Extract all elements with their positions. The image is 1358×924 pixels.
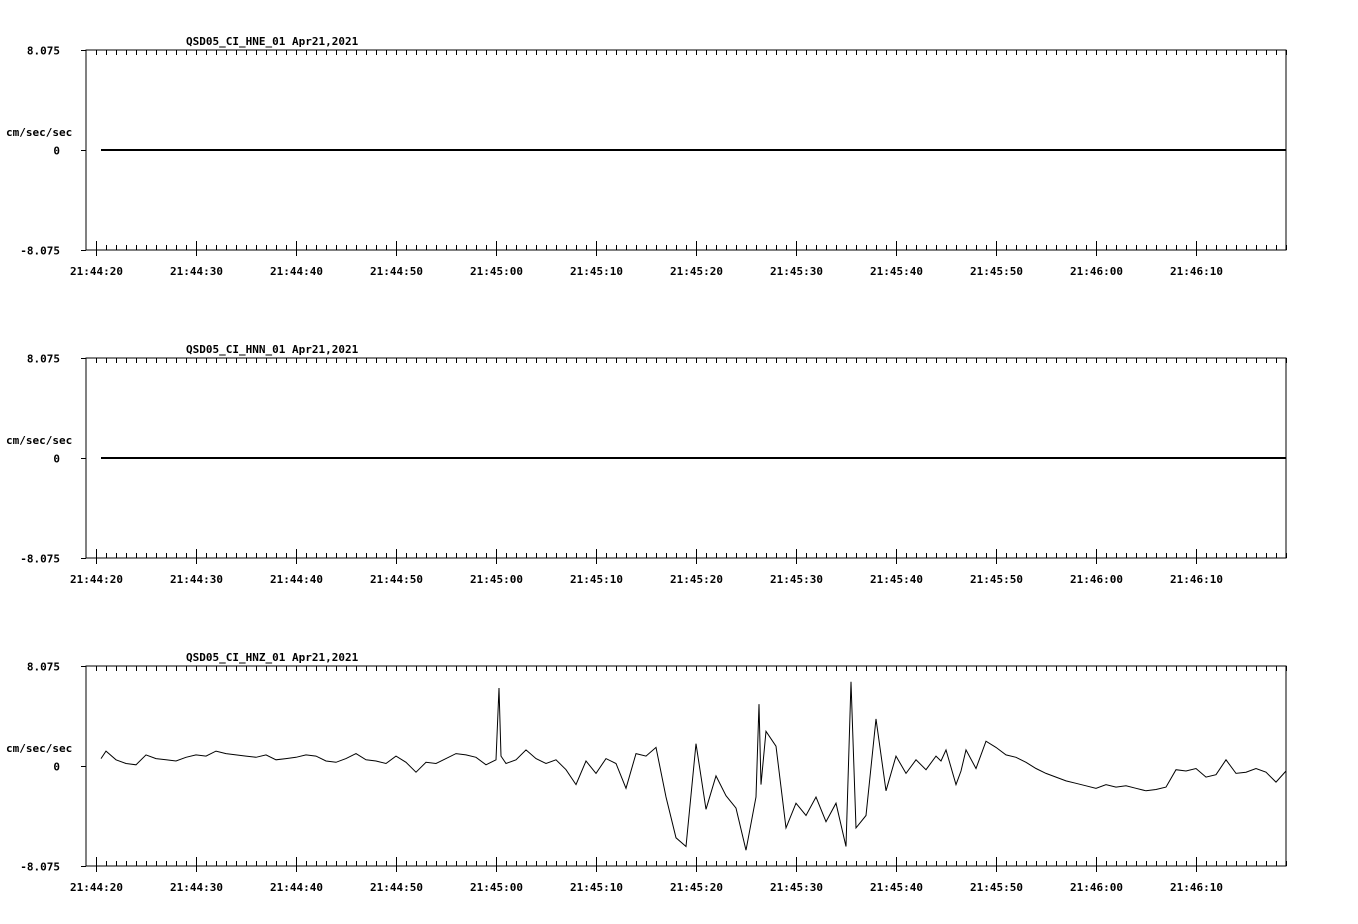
x-tick-label: 21:45:30: [770, 573, 823, 586]
x-tick-label: 21:46:10: [1170, 881, 1223, 894]
panel-hnz: [6, 651, 1287, 894]
y-tick-label: -8.075: [20, 860, 60, 874]
x-tick-label: 21:44:40: [270, 573, 323, 586]
x-tick-label: 21:45:50: [970, 881, 1023, 894]
x-tick-label: 21:45:50: [970, 265, 1023, 278]
x-tick-label: 21:46:10: [1170, 573, 1223, 586]
x-tick-label: 21:45:10: [570, 573, 623, 586]
x-tick-label: 21:46:00: [1070, 265, 1123, 278]
x-axis-ticks: [97, 666, 1287, 866]
x-tick-label: 21:45:30: [770, 265, 823, 278]
x-tick-label: 21:45:40: [870, 881, 923, 894]
plot-frame: [86, 666, 1286, 866]
y-tick-label: -8.075: [20, 244, 60, 258]
panel-hnn: [6, 343, 1287, 586]
x-tick-label: 21:44:30: [170, 573, 223, 586]
x-tick-label: 21:45:00: [470, 265, 523, 278]
x-tick-label: 21:45:40: [870, 265, 923, 278]
x-tick-label: 21:45:20: [670, 573, 723, 586]
x-tick-label: 21:44:20: [70, 881, 123, 894]
x-tick-label: 21:44:50: [370, 881, 423, 894]
x-tick-label: 21:45:30: [770, 881, 823, 894]
x-tick-label: 21:44:40: [270, 881, 323, 894]
x-tick-label: 21:44:40: [270, 265, 323, 278]
y-axis-label: cm/sec/sec: [6, 742, 73, 755]
y-tick-label: 0: [53, 760, 60, 774]
waveform-trace: [101, 682, 1286, 850]
x-tick-label: 21:45:40: [870, 573, 923, 586]
x-tick-label: 21:44:50: [370, 573, 423, 586]
x-tick-label: 21:45:50: [970, 573, 1023, 586]
x-tick-label: 21:45:20: [670, 881, 723, 894]
x-tick-label: 21:44:20: [70, 573, 123, 586]
x-tick-label: 21:44:30: [170, 881, 223, 894]
y-tick-label: 0: [53, 452, 60, 466]
panel-title: QSD05_CI_HNZ_01 Apr21,2021: [186, 651, 359, 664]
y-tick-label: 8.075: [26, 44, 60, 58]
x-tick-label: 21:46:10: [1170, 265, 1223, 278]
panel-title: QSD05_CI_HNN_01 Apr21,2021: [186, 343, 359, 356]
y-tick-label: 8.075: [26, 660, 60, 674]
x-tick-label: 21:44:20: [70, 265, 123, 278]
x-tick-label: 21:45:20: [670, 265, 723, 278]
x-tick-label: 21:45:00: [470, 881, 523, 894]
y-axis-label: cm/sec/sec: [6, 434, 73, 447]
x-tick-label: 21:46:00: [1070, 573, 1123, 586]
x-tick-label: 21:45:00: [470, 573, 523, 586]
x-tick-label: 21:46:00: [1070, 881, 1123, 894]
panel-hne: [6, 35, 1287, 278]
y-tick-label: 0: [53, 144, 60, 158]
x-tick-label: 21:45:10: [570, 881, 623, 894]
y-axis-label: cm/sec/sec: [6, 126, 73, 139]
y-tick-label: -8.075: [20, 552, 60, 566]
y-tick-label: 8.075: [26, 352, 60, 366]
panel-title: QSD05_CI_HNE_01 Apr21,2021: [186, 35, 359, 48]
x-tick-label: 21:44:50: [370, 265, 423, 278]
x-tick-label: 21:45:10: [570, 265, 623, 278]
x-tick-label: 21:44:30: [170, 265, 223, 278]
